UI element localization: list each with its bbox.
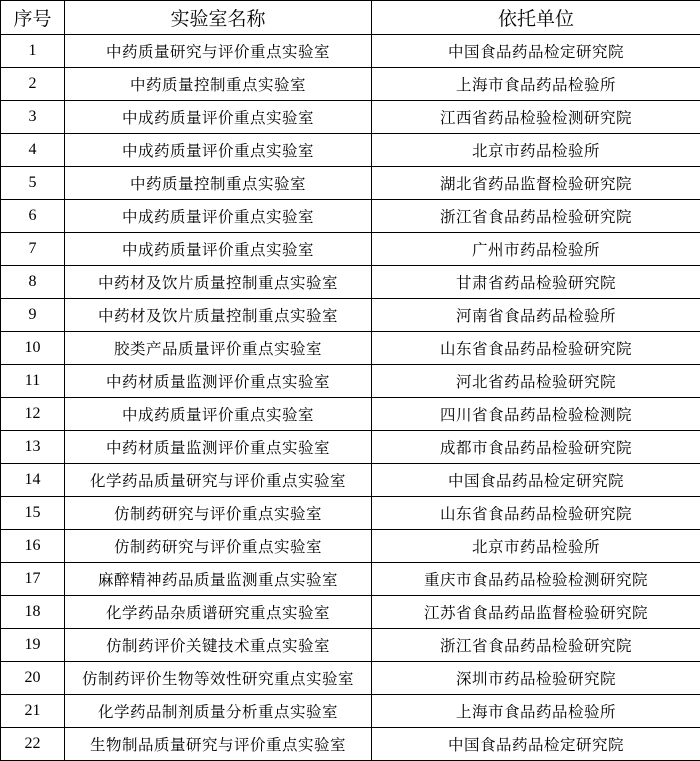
row-institution: 山东省食品药品检验研究院 <box>372 497 700 530</box>
row-index: 7 <box>1 233 65 266</box>
row-lab-name: 中药材质量监测评价重点实验室 <box>65 365 372 398</box>
row-lab-name: 中成药质量评价重点实验室 <box>65 101 372 134</box>
row-lab-name: 麻醉精神药品质量监测重点实验室 <box>65 563 372 596</box>
header-row <box>1 1 700 35</box>
row-lab-name: 中成药质量评价重点实验室 <box>65 200 372 233</box>
row-institution: 成都市食品药品检验研究院 <box>372 431 700 464</box>
row-index: 2 <box>1 68 65 101</box>
row-institution: 中国食品药品检定研究院 <box>372 35 700 68</box>
row-index: 15 <box>1 497 65 530</box>
row-index: 6 <box>1 200 65 233</box>
row-lab-name: 中成药质量评价重点实验室 <box>65 134 372 167</box>
row-institution: 河北省药品检验研究院 <box>372 365 700 398</box>
table-row <box>1 563 700 596</box>
table-row <box>1 497 700 530</box>
table-row <box>1 398 700 431</box>
header-institution: 依托单位 <box>372 1 700 35</box>
row-institution: 江苏省食品药品监督检验研究院 <box>372 596 700 629</box>
row-index: 12 <box>1 398 65 431</box>
row-index: 4 <box>1 134 65 167</box>
table-row <box>1 332 700 365</box>
row-institution: 北京市药品检验所 <box>372 530 700 563</box>
row-index: 19 <box>1 629 65 662</box>
row-lab-name: 中成药质量评价重点实验室 <box>65 398 372 431</box>
row-lab-name: 仿制药研究与评价重点实验室 <box>65 497 372 530</box>
row-index: 16 <box>1 530 65 563</box>
row-institution: 四川省食品药品检验检测院 <box>372 398 700 431</box>
table-row <box>1 299 700 332</box>
row-lab-name: 仿制药研究与评价重点实验室 <box>65 530 372 563</box>
table-body <box>1 35 700 761</box>
table-row <box>1 464 700 497</box>
row-lab-name: 化学药品杂质谱研究重点实验室 <box>65 596 372 629</box>
row-institution: 湖北省药品监督检验研究院 <box>372 167 700 200</box>
row-institution: 山东省食品药品检验研究院 <box>372 332 700 365</box>
row-lab-name: 中成药质量评价重点实验室 <box>65 233 372 266</box>
row-index: 9 <box>1 299 65 332</box>
table-row <box>1 167 700 200</box>
table-row <box>1 530 700 563</box>
row-institution: 重庆市食品药品检验检测研究院 <box>372 563 700 596</box>
table-row <box>1 200 700 233</box>
row-lab-name: 仿制药评价关键技术重点实验室 <box>65 629 372 662</box>
table-row <box>1 365 700 398</box>
table-row <box>1 431 700 464</box>
row-index: 22 <box>1 728 65 761</box>
row-institution: 中国食品药品检定研究院 <box>372 464 700 497</box>
table-row <box>1 134 700 167</box>
row-lab-name: 化学药品质量研究与评价重点实验室 <box>65 464 372 497</box>
row-index: 1 <box>1 35 65 68</box>
table-row <box>1 728 700 761</box>
row-institution: 中国食品药品检定研究院 <box>372 728 700 761</box>
row-lab-name: 生物制品质量研究与评价重点实验室 <box>65 728 372 761</box>
row-lab-name: 仿制药评价生物等效性研究重点实验室 <box>65 662 372 695</box>
table-row <box>1 101 700 134</box>
row-institution: 北京市药品检验所 <box>372 134 700 167</box>
row-institution: 河南省食品药品检验所 <box>372 299 700 332</box>
row-index: 20 <box>1 662 65 695</box>
row-index: 3 <box>1 101 65 134</box>
row-index: 5 <box>1 167 65 200</box>
row-institution: 甘肃省药品检验研究院 <box>372 266 700 299</box>
header-index: 序号 <box>1 1 65 35</box>
table-row <box>1 596 700 629</box>
table-row <box>1 629 700 662</box>
row-lab-name: 中药质量控制重点实验室 <box>65 167 372 200</box>
row-institution: 浙江省食品药品检验研究院 <box>372 629 700 662</box>
row-lab-name: 中药质量控制重点实验室 <box>65 68 372 101</box>
row-index: 13 <box>1 431 65 464</box>
table-row <box>1 662 700 695</box>
row-institution: 上海市食品药品检验所 <box>372 68 700 101</box>
row-index: 17 <box>1 563 65 596</box>
table-row <box>1 35 700 68</box>
header-lab-name: 实验室名称 <box>65 1 372 35</box>
table-row <box>1 233 700 266</box>
table-row <box>1 695 700 728</box>
row-index: 21 <box>1 695 65 728</box>
row-lab-name: 中药材质量监测评价重点实验室 <box>65 431 372 464</box>
row-lab-name: 化学药品制剂质量分析重点实验室 <box>65 695 372 728</box>
row-institution: 上海市食品药品检验所 <box>372 695 700 728</box>
row-lab-name: 中药质量研究与评价重点实验室 <box>65 35 372 68</box>
row-institution: 深圳市药品检验研究院 <box>372 662 700 695</box>
row-institution: 浙江省食品药品检验研究院 <box>372 200 700 233</box>
row-index: 14 <box>1 464 65 497</box>
row-index: 8 <box>1 266 65 299</box>
row-institution: 广州市药品检验所 <box>372 233 700 266</box>
row-index: 18 <box>1 596 65 629</box>
table-row <box>1 68 700 101</box>
row-index: 11 <box>1 365 65 398</box>
row-lab-name: 胶类产品质量评价重点实验室 <box>65 332 372 365</box>
row-lab-name: 中药材及饮片质量控制重点实验室 <box>65 299 372 332</box>
row-index: 10 <box>1 332 65 365</box>
row-lab-name: 中药材及饮片质量控制重点实验室 <box>65 266 372 299</box>
table-row <box>1 266 700 299</box>
row-institution: 江西省药品检验检测研究院 <box>372 101 700 134</box>
